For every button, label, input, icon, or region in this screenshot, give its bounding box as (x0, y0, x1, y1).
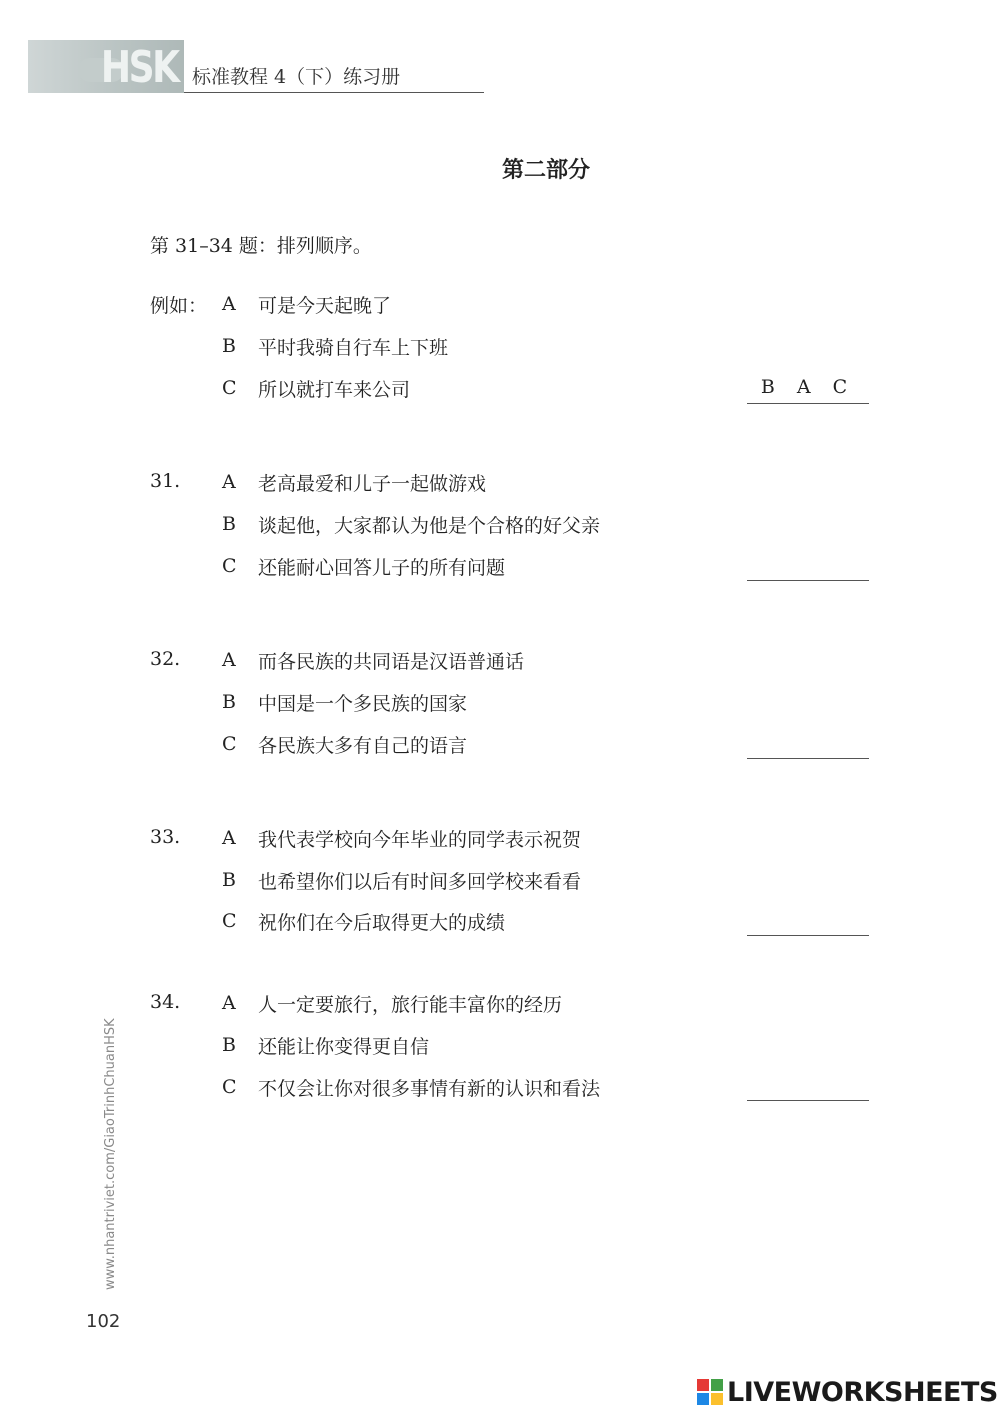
icon-square-yellow (711, 1393, 723, 1405)
option-letter: C (222, 1076, 237, 1098)
icon-square-red (697, 1379, 709, 1391)
hsk-logo-text: HSK (101, 42, 178, 93)
answer-blank-32[interactable] (747, 758, 869, 759)
instructions: 第 31–34 题：排列顺序。 (150, 235, 372, 257)
liveworksheets-icon (697, 1379, 723, 1405)
section-title: 第二部分 (501, 157, 590, 183)
option-text: 谈起他，大家都认为他是个合格的好父亲 (258, 515, 601, 537)
option-text: 我代表学校向今年毕业的同学表示祝贺 (258, 829, 582, 851)
option-text: 还能让你变得更自信 (258, 1036, 430, 1058)
option-text: 可是今天起晚了 (258, 295, 392, 317)
option-letter: A (222, 649, 236, 671)
book-title: 标准教程 4（下）练习册 (192, 66, 401, 88)
page-number: 102 (86, 1311, 121, 1332)
option-text: 老高最爱和儿子一起做游戏 (258, 473, 487, 495)
example-answer: B A C (760, 376, 856, 398)
option-letter: A (222, 827, 236, 849)
option-text: 人一定要旅行，旅行能丰富你的经历 (258, 994, 563, 1016)
liveworksheets-logo[interactable] (697, 1375, 998, 1409)
example-answer-line (747, 403, 869, 404)
answer-blank-33[interactable] (747, 935, 869, 936)
option-letter: A (222, 293, 236, 315)
option-text: 而各民族的共同语是汉语普通话 (258, 651, 525, 673)
option-letter: B (222, 513, 236, 535)
liveworksheets-text: LIVEWORKSHEETS (727, 1376, 998, 1408)
option-text: 还能耐心回答儿子的所有问题 (258, 557, 506, 579)
icon-square-blue (697, 1393, 709, 1405)
question-number: 33. (150, 826, 181, 848)
side-watermark: www.nhantriviet.com/GiaoTrinhChuanHSK (103, 1018, 118, 1290)
option-text: 平时我骑自行车上下班 (258, 337, 449, 359)
option-text: 中国是一个多民族的国家 (258, 693, 468, 715)
question-number: 34. (150, 991, 181, 1013)
option-text: 各民族大多有自己的语言 (258, 735, 468, 757)
option-letter: B (222, 1034, 236, 1056)
option-letter: A (222, 992, 236, 1014)
option-text: 祝你们在今后取得更大的成绩 (258, 912, 506, 934)
option-letter: C (222, 733, 237, 755)
example-label: 例如： (150, 295, 208, 317)
option-text: 不仅会让你对很多事情有新的认识和看法 (258, 1078, 601, 1100)
option-letter: C (222, 555, 237, 577)
option-text: 所以就打车来公司 (258, 379, 411, 401)
icon-square-green (711, 1379, 723, 1391)
answer-blank-34[interactable] (747, 1100, 869, 1101)
hsk-logo (28, 40, 184, 93)
answer-blank-31[interactable] (747, 580, 869, 581)
question-number: 32. (150, 648, 181, 670)
option-letter: C (222, 377, 237, 399)
question-number: 31. (150, 470, 181, 492)
option-letter: B (222, 691, 236, 713)
option-letter: A (222, 471, 236, 493)
header-divider (184, 92, 484, 93)
option-letter: B (222, 335, 236, 357)
option-text: 也希望你们以后有时间多回学校来看看 (258, 871, 582, 893)
option-letter: B (222, 869, 236, 891)
option-letter: C (222, 910, 237, 932)
